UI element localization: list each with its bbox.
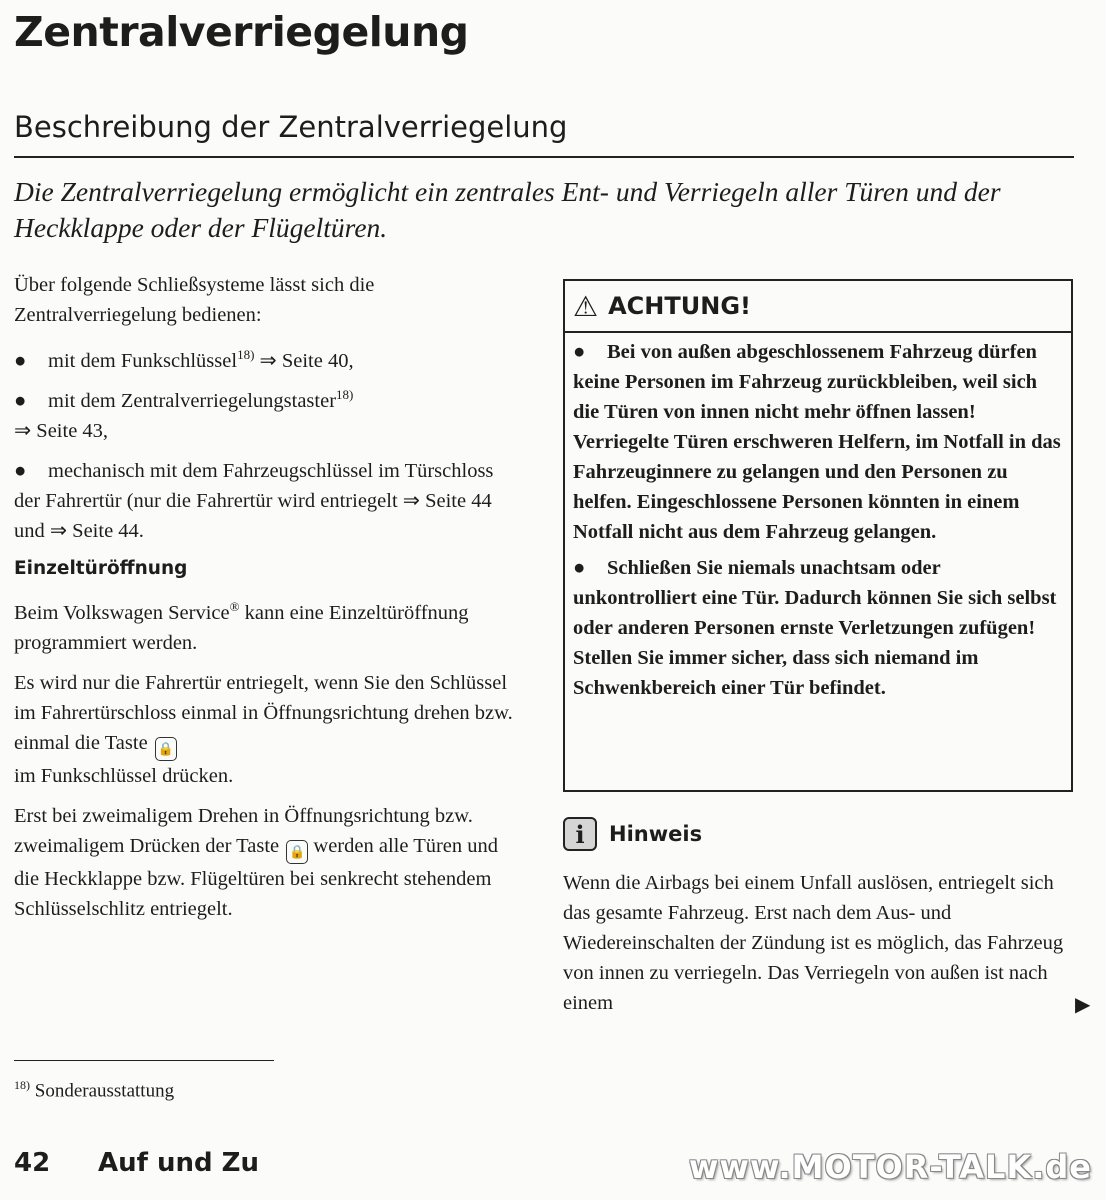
heading-rule <box>14 156 1074 158</box>
left-paragraph-1: Über folgende Schließsysteme lässt sich die Zentralverriegelung bedienen: <box>14 274 375 326</box>
footnote-rule <box>14 1060 274 1061</box>
section-name: Auf und Zu <box>98 1148 260 1178</box>
info-icon: i <box>563 817 597 851</box>
bullet-icon: ● <box>573 341 586 363</box>
warning-box <box>563 279 1073 792</box>
left-paragraph-3: Es wird nur die Fahrertür entriegelt, wenn Sie den Schlüssel im Fahrertürschloss einmal in Öffnungsrichtung drehen bzw. einmal die Taste 🔒 im Funkschlüssel drücken. <box>14 671 513 787</box>
bullet-icon: ● <box>573 557 586 579</box>
bullet-item: ● mit dem Zentralverriegelungstaster$^{18)}$ ⇒ Seite 43, <box>14 386 354 442</box>
left-paragraph-2: Beim Volkswagen Service® kann eine Einzeltüröffnung programmiert werden. <box>14 599 469 654</box>
left-column-top <box>14 270 524 556</box>
warning-header <box>565 281 1071 333</box>
left-paragraph-4: Erst bei zweimaligem Drehen in Öffnungsrichtung bzw. zweimaligem Drücken der Taste 🔒 werden alle Türen und die Heckklappe bzw. Flügeltüren bei senkrecht stehendem Schlüsselschlitz entriegelt. <box>14 804 499 920</box>
warning-paragraph-1: ● Bei von außen abgeschlossenem Fahrzeug dürfen keine Personen im Fahrzeug zurückbleiben, weil sich die Türen von innen nicht mehr öffnen lassen! Verriegelte Türen erschweren Helfern, im Notfall in das Fahrzeuginnere zu gelangen und den Personen zu helfen. Eingeschlossene Personen könnten in einem Notfall nicht aus dem Fahrzeug gelangen. <box>573 337 1065 547</box>
section-heading: Beschreibung der Zentralverriegelung <box>14 110 568 144</box>
unlock-key-icon: 🔒 <box>155 737 177 761</box>
bullet-icon: ● <box>14 389 27 412</box>
warning-body <box>565 333 1071 703</box>
intro-text: Die Zentralverriegelung ermöglicht ein zentrales Ent- und Verriegeln aller Türen und der Heckklappe oder der Flügeltüren. <box>14 176 1001 243</box>
continue-arrow-icon: ▶ <box>1075 994 1091 1016</box>
watermark: www.MOTOR-TALK.de <box>688 1148 1092 1186</box>
note-label: Hinweis <box>609 822 703 846</box>
footnote: $^{18)}$ Sonderausstattung <box>14 1078 175 1102</box>
warning-label: ACHTUNG! <box>608 292 751 320</box>
unlock-key-icon: 🔒 <box>286 840 308 864</box>
subheading-einzeltueroeffnung: Einzeltüröffnung <box>14 558 188 579</box>
page-title: Zentralverriegelung <box>14 8 469 56</box>
bullet-icon: ● <box>14 349 27 372</box>
page-number: 42 <box>14 1148 51 1178</box>
note-text: Wenn die Airbags bei einem Unfall auslösen, entriegelt sich das gesamte Fahrzeug. Erst nach dem Aus- und Wiedereinschalten der Zündung ist es möglich, das Fahrzeug von innen zu verriegeln. Das Verriegeln von außen ist nach einem <box>563 872 1064 1014</box>
bullet-item: ● mit dem Funkschlüssel$^{18)}$ ⇒ Seite 40, <box>14 340 524 376</box>
note-heading <box>563 817 702 851</box>
warning-icon: ⚠ <box>573 289 599 323</box>
bullet-icon: ● <box>14 459 27 482</box>
warning-paragraph-2: ● Schließen Sie niemals unachtsam oder unkontrolliert eine Tür. Dadurch können Sie sich selbst oder anderen Personen ernste Verletzungen zufügen! Stellen Sie immer sicher, dass sich niemand im Schwenkbereich einer Tür befindet. <box>573 553 1065 703</box>
bullet-item: ● mechanisch mit dem Fahrzeugschlüssel im Türschloss der Fahrertür (nur die Fahrertür wird entriegelt ⇒ Seite 44 und ⇒ Seite 44. <box>14 456 524 546</box>
left-column-bottom <box>14 592 524 934</box>
